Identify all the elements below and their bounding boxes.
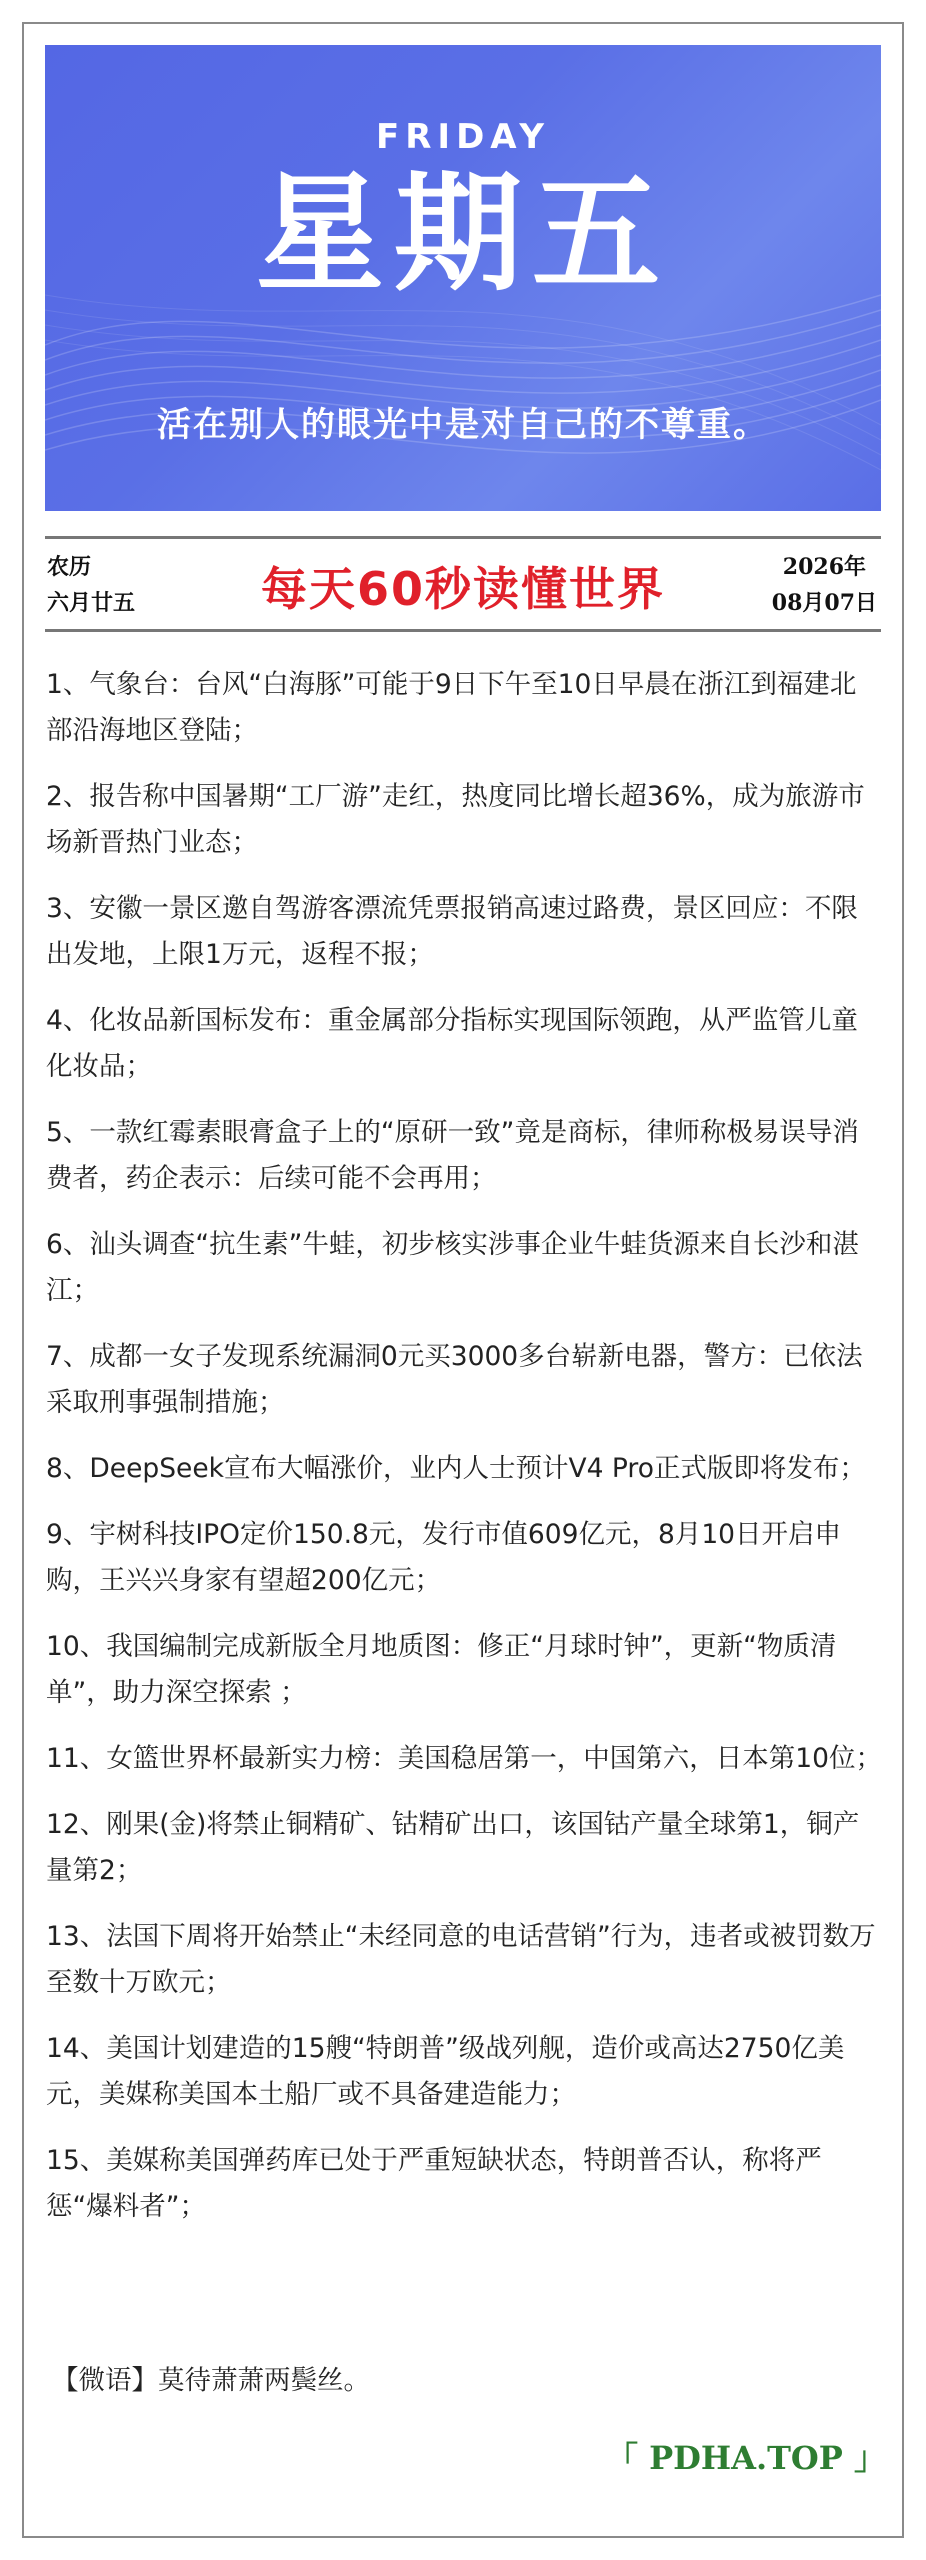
news-item: 15、美媒称美国弹药库已处于严重短缺状态，特朗普否认，称将严惩“爆料者”；: [46, 2145, 822, 2222]
weekday-english: FRIDAY: [376, 117, 550, 157]
news-item: 3、安徽一景区邀自驾游客漂流凭票报销高速过路费，景区回应：不限出发地，上限1万元，返程不报；: [46, 893, 858, 970]
site-watermark: 「 PDHA.TOP 」: [605, 2439, 886, 2477]
news-item: 11、女篮世界杯最新实力榜：美国稳居第一，中国第六，日本第10位；: [46, 1743, 882, 1774]
month-day: 08月07日: [771, 590, 877, 616]
news-item: 9、宇树科技IPO定价150.8元，发行市值609亿元，8月10日开启申购，王兴兴身家有望超200亿元；: [46, 1519, 842, 1596]
masthead-title: 每天60秒读懂世界: [260, 562, 665, 616]
year: 2026年: [782, 554, 866, 580]
news-item: 6、汕头调查“抗生素”牛蛙，初步核实涉事企业牛蛙货源来自长沙和湛江；: [46, 1229, 859, 1306]
lunar-date: 六月廿五: [47, 590, 136, 616]
gregorian-date-block: [772, 549, 877, 621]
news-item: 8、DeepSeek宣布大幅涨价，业内人士预计V4 Pro正式版即将发布；: [46, 1453, 866, 1484]
news-item: 14、美国计划建造的15艘“特朗普”级战列舰，造价或高达2750亿美元，美媒称美国本土船厂或不具备建造能力；: [46, 2033, 845, 2110]
news-item: 7、成都一女子发现系统漏洞0元买3000多台崭新电器，警方：已依法采取刑事强制措施；: [46, 1341, 863, 1418]
news-item: 12、刚果(金)将禁止铜精矿、钴精矿出口，该国钴产量全球第1，铜产量第2；: [46, 1809, 860, 1886]
news-item: 2、报告称中国暑期“工厂游”走红，热度同比增长超36%，成为旅游市场新晋热门业态；: [46, 781, 865, 858]
news-list: [46, 662, 882, 2250]
daily-motto: 活在别人的眼光中是对自己的不尊重。: [157, 405, 769, 445]
news-item: 13、法国下周将开始禁止“未经同意的电话营销”行为，违者或被罚数万至数十万欧元；: [46, 1921, 876, 1998]
news-item: 1、气象台：台风“白海豚”可能于9日下午至10日早晨在浙江到福建北部沿海地区登陆；: [46, 669, 857, 746]
masthead: [45, 536, 881, 632]
daily-quote: 【微语】莫待萧萧两鬓丝。: [52, 2365, 370, 2396]
news-item: 10、我国编制完成新版全月地质图：修正“月球时钟”，更新“物质清单”，助力深空探索 ；: [46, 1631, 837, 1708]
news-item: 5、一款红霉素眼膏盒子上的“原研一致”竟是商标，律师称极易误导消费者，药企表示：后续可能不会再用；: [46, 1117, 859, 1194]
news-item: 4、化妆品新国标发布：重金属部分指标实现国际领跑，从严监管儿童化妆品；: [46, 1005, 858, 1082]
weekday-chinese: 星期五: [255, 160, 670, 309]
banner: [45, 45, 881, 511]
lunar-label: 农历: [47, 554, 92, 580]
